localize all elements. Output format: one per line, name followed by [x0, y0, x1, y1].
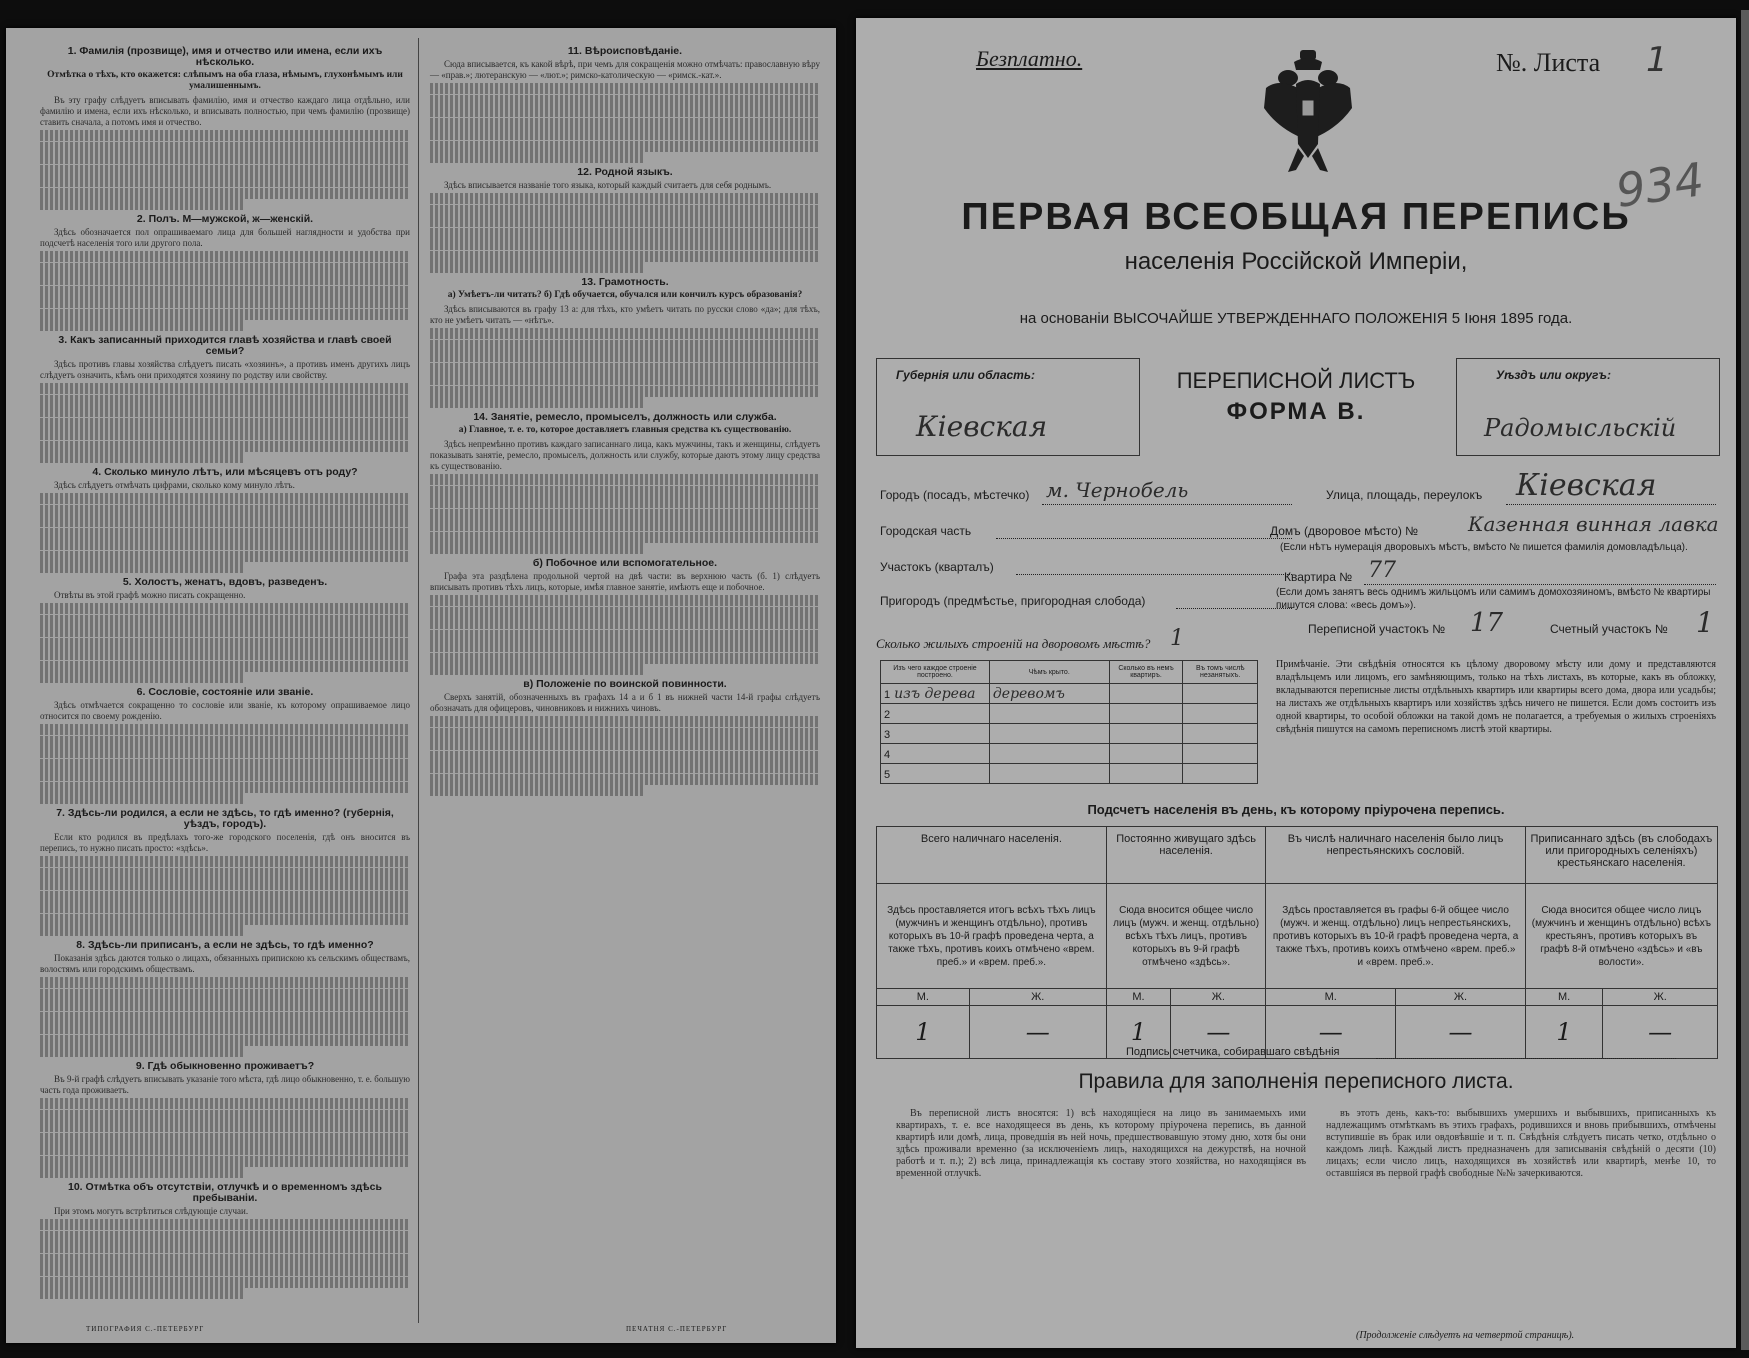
section-heading: 12. Родной языкъ. [577, 166, 673, 178]
section-text: Здѣсь отмѣчается сокращенно то сословіе или званіе, къ которому опрашиваемое лицо относится по своему рожденію. [40, 700, 410, 721]
apartment-label: Квартира № [1284, 570, 1353, 584]
male-label: М. [1525, 989, 1603, 1006]
text-line [40, 914, 410, 925]
text-line [40, 297, 410, 308]
text-line [40, 902, 410, 913]
census-area-value: 17 [1470, 608, 1504, 638]
section-text: Сверхъ занятій, обозначенныхъ въ графахъ 14 а и б 1 въ нижней части 14-й графы слѣдуетъ обозначать для офицеровъ, чиновниковъ и нижнихъ чиновъ. [430, 692, 820, 713]
signature-rule [1376, 1058, 1676, 1059]
text-line [40, 176, 410, 187]
female-label: Ж. [1171, 989, 1266, 1006]
building-apartments-cell [1109, 684, 1183, 704]
text-line [430, 774, 820, 785]
text-line [430, 630, 820, 641]
buildings-header-apartments: Сколько въ немъ квартиръ. [1109, 661, 1183, 684]
count-desc-non-peasant: Здѣсь проставляется въ графы 6-й общее число (мужч. и женщ. отдѣльно) лицъ непрестьянскихъ, противъ которыхъ въ 10-й графѣ проведена черта, а также тѣхъ, противъ коихъ отмѣчено «врем. преб.» и «врем. преб.». [1266, 884, 1525, 989]
city-part-rule [996, 538, 1292, 539]
text-line [40, 1000, 410, 1011]
building-vacant-cell [1183, 704, 1258, 724]
buildings-label: Сколько жилыхъ строеній на дворовомъ мѣстѣ? [876, 636, 1151, 651]
section-text: Здѣсь непремѣнно противъ каждаго записаннаго лица, какъ мужчины, такъ и женщины, слѣдуетъ показывать занятіе, ремесло, промыселъ, должность или службу, которые даютъ этому лицу средства къ существованію. [430, 439, 820, 471]
text-line [40, 516, 410, 527]
city-label: Городъ (посадъ, мѣстечко) [880, 488, 1030, 502]
text-line [430, 653, 820, 664]
text-line [430, 762, 820, 773]
text-line [40, 274, 410, 285]
count-area-value: 1 [1696, 606, 1714, 639]
section-text: Отвѣты въ этой графѣ можно писать сокращенно. [54, 590, 246, 600]
text-line [430, 739, 820, 750]
building-apartments-cell [1109, 704, 1183, 724]
section-heading: 3. Какъ записанный приходится главѣ хозяйства и главѣ своей семьи? [58, 334, 392, 357]
instructions-page [6, 28, 836, 1343]
text-line [40, 539, 410, 550]
building-vacant-cell [1183, 724, 1258, 744]
province-value: Кіевская [916, 410, 1048, 443]
text-line [40, 879, 410, 890]
section-text: Здѣсь вписываются въ графу 13 а: для тѣхъ, кто умѣетъ читать по русски слово «да»; для тѣхъ, кто не умѣетъ читать — «нѣтъ». [430, 304, 820, 325]
section-heading: 13. Грамотность. [581, 276, 669, 288]
rules-continuation-note: (Продолженіе слѣдуетъ на четвертой страницѣ). [1356, 1330, 1575, 1341]
section-subheading: а) Главное, т. е. то, которое доставляетъ главныя средства къ существованію. [458, 425, 792, 435]
text-line [40, 925, 244, 936]
text-line [40, 551, 410, 562]
text-line [40, 142, 410, 153]
male-label: М. [1106, 989, 1170, 1006]
section-heading: 8. Здѣсь-ли приписанъ, а если не здѣсь, то гдѣ именно? [76, 939, 374, 951]
text-line [430, 95, 820, 106]
text-line [40, 1156, 410, 1167]
count-value: 1 [1106, 1006, 1170, 1059]
quarter-label: Участокъ (кварталъ) [880, 560, 994, 574]
text-line [40, 1231, 410, 1242]
section-heading: 7. Здѣсь-ли родился, а если не здѣсь, то гдѣ именно? (губернія, уѣздъ, городъ). [56, 807, 394, 830]
building-vacant-cell [1183, 764, 1258, 784]
text-line [40, 309, 410, 320]
text-line [40, 770, 410, 781]
section-heading: 5. Холостъ, женатъ, вдовъ, разведенъ. [122, 576, 328, 588]
city-value: м. Чернобель [1046, 478, 1189, 502]
section-text: Если кто родился въ предѣлахъ того-же городского поселенія, гдѣ онъ вносится въ перепись, то нужно писать просто: «здѣсь». [40, 832, 410, 853]
count-desc-permanent: Сюда вносится общее число лицъ (мужч. и женщ. отдѣльно) всѣхъ тѣхъ лицъ, противъ которыхъ въ 9-й графѣ отмѣчено «здѣсь». [1106, 884, 1266, 989]
building-roof-value: деревомъ [992, 685, 1065, 702]
text-line [40, 1133, 410, 1144]
text-line [40, 759, 410, 770]
text-line [430, 251, 820, 262]
buildings-header-material: Изъ чего каждое строеніе построено. [881, 661, 990, 684]
apartment-rule [1364, 584, 1716, 585]
apartment-note: (Если домъ занятъ весь однимъ жильцомъ или самимъ домохозяиномъ, вмѣсто № квартиры пишутся слова: «весь домъ»). [1276, 587, 1711, 611]
text-line [40, 1265, 410, 1276]
enumerator-signature-label: Подпись счетчика, собиравшаго свѣдѣнія [1126, 1046, 1340, 1058]
street-rule [1506, 504, 1716, 505]
section-subheading: а) Умѣетъ-ли читать? б) Гдѣ обучается, обучался или кончилъ курсъ образованія? [447, 290, 803, 300]
section-heading: 10. Отмѣтка объ отсутствіи, отлучкѣ и о временномъ здѣсь пребываніи. [68, 1181, 382, 1204]
text-line [40, 263, 410, 274]
text-line [40, 649, 410, 660]
text-line [430, 239, 820, 250]
text-line [40, 1023, 410, 1034]
text-line [430, 595, 820, 606]
house-value: Казенная винная лавка [1468, 512, 1719, 536]
rules-title: Правила для заполненія переписного листа. [1078, 1070, 1514, 1093]
building-roof-cell [989, 744, 1109, 764]
text-line [40, 395, 410, 406]
buildings-note: Примѣчаніе. Эти свѣдѣнія относятся къ цѣлому дворовому мѣсту или дому и представляются владѣльцемъ или лицомъ, его замѣняющимъ, только на тѣхъ листахъ, въ которые, какъ въ обложку, вкладываются переписные листы отдѣльныхъ квартиръ или квартиры всего дома, двора или усадьбы; на листахъ же отдѣльныхъ квартиръ или хозяйствъ здѣсь ничего не пишется. Если домъ состоитъ изъ одной квартиры, то особой обложки на такой домъ не полагается, а требуемыя о жилыхъ строеніяхъ свѣдѣнія пишутся на самомъ переписномъ листѣ этой квартиры. [1276, 659, 1716, 735]
house-label: Домъ (дворовое мѣсто) № [1270, 524, 1419, 538]
census-form-page [856, 18, 1736, 1348]
text-line [430, 664, 645, 675]
buildings-table-body [881, 684, 1258, 784]
text-line [430, 216, 820, 227]
text-line [40, 736, 410, 747]
text-line [430, 351, 820, 362]
text-line [430, 363, 820, 374]
count-value: 1 [1525, 1006, 1603, 1059]
sheet-title: ПЕРЕПИСНОЙ ЛИСТЪ [1176, 368, 1416, 393]
population-count-table [876, 826, 1718, 1059]
section-text: Здѣсь обозначается пол опрашиваемаго лица для большей наглядности и удобства при подсчетѣ населенія того или другого пола. [40, 227, 410, 248]
legal-basis: на основаніи ВЫСОЧАЙШЕ УТВЕРЖДЕННАГО ПОЛОЖЕНІЯ 5 Іюня 1895 года. [1019, 310, 1573, 327]
count-value: — [1171, 1006, 1266, 1059]
text-line [430, 152, 645, 163]
section-text: Показанія здѣсь даются только о лицахъ, обязанныхъ припискою къ сельскимъ обществамъ, волостямъ или городскимъ обществамъ. [40, 953, 410, 974]
building-row-number: 3 [884, 728, 891, 741]
text-line [430, 386, 820, 397]
building-roof-cell [989, 724, 1109, 744]
text-line [40, 1288, 244, 1299]
form-subtitle: населенія Россійской Имперіи, [1124, 248, 1468, 275]
text-line [430, 497, 820, 508]
census-area-label: Переписной участокъ № [1308, 622, 1446, 636]
building-apartments-cell [1109, 744, 1183, 764]
city-part-label: Городская часть [880, 524, 972, 538]
text-line [40, 1242, 410, 1253]
text-line [40, 793, 244, 804]
column-divider [418, 38, 419, 1323]
text-line [430, 129, 820, 140]
text-line [40, 286, 410, 297]
female-label: Ж. [1396, 989, 1526, 1006]
text-line [430, 262, 645, 273]
rules-text-left: Въ переписной листъ вносятся: 1) всѣ находящіеся на лицо въ занимаемыхъ ими квартирахъ, т. е. все находящееся въ день, къ которому пріурочена перепись, въ данной квартирѣ или домѣ, лица, проведшія въ ней ночь, предшествовавшую этому дню, хотя бы они здѣсь проживали временно (за исключеніемъ лицъ, находящихся на дежурствѣ, на ночной работѣ и т. п.); 2) всѣ лица, принадлежащія къ составу этого хозяйства, но находящіяся въ временной отлучкѣ. [896, 1108, 1306, 1179]
section-text: Здѣсь слѣдуетъ отмѣчать цифрами, сколько кому минуло лѣтъ. [54, 480, 295, 490]
text-line [40, 856, 410, 867]
rules-column-right [1326, 1108, 1716, 1182]
text-line [40, 603, 410, 614]
text-line [40, 1167, 244, 1178]
buildings-row [881, 724, 1258, 744]
buildings-row [881, 764, 1258, 784]
province-label: Губернія или область: [896, 368, 1035, 382]
count-header-total: Всего наличнаго населенія. [877, 827, 1107, 884]
count-desc-total: Здѣсь проставляется итогъ всѣхъ тѣхъ лицъ (мужчинъ и женщинъ отдѣльно), противъ которыхъ въ 10-й графѣ проведена черта, а также тѣхъ, противъ коихъ отмѣчено «врем. преб.» и «врем. преб.». [877, 884, 1107, 989]
apartment-value: 77 [1368, 558, 1396, 583]
street-value: Кіевская [1516, 468, 1657, 503]
city-rule [1042, 504, 1292, 505]
text-line [40, 199, 244, 210]
building-material-cell [881, 704, 990, 724]
text-line [40, 418, 410, 429]
sex-header-row [877, 989, 1718, 1006]
building-material-value: изъ дерева [894, 685, 976, 702]
text-line [430, 509, 820, 520]
text-line [430, 641, 820, 652]
building-material-cell [881, 764, 990, 784]
text-line [40, 452, 244, 463]
text-line [430, 141, 820, 152]
building-material-cell [881, 724, 990, 744]
sheet-number-value: 1 [1646, 40, 1668, 80]
text-line [430, 486, 820, 497]
instructions-column-left [40, 42, 410, 1300]
building-apartments-cell [1109, 724, 1183, 744]
text-line [430, 118, 820, 129]
count-header-non-peasant: Въ числѣ наличнаго населенія было лицъ непрестьянскихъ сословій. [1266, 827, 1525, 884]
text-line [40, 1219, 410, 1230]
text-line [40, 1098, 410, 1109]
text-line [40, 1121, 410, 1132]
section-heading: 9. Гдѣ обыкновенно проживаетъ? [135, 1060, 315, 1072]
suburb-label: Пригородъ (предмѣстье, пригородная слобода) [880, 594, 1146, 608]
free-label: Безплатно. [976, 46, 1083, 71]
building-row-number: 5 [884, 768, 891, 781]
text-line [40, 251, 410, 262]
district-label: Уѣздъ или округъ: [1496, 368, 1611, 382]
text-line [430, 328, 820, 339]
text-line [40, 891, 410, 902]
sheet-number-label: №. Листа [1496, 48, 1601, 77]
count-header-peasant: Приписаннаго здѣсь (въ слободахъ или пригородныхъ селеніяхъ) крестьянскаго населенія. [1525, 827, 1717, 884]
building-material-cell [881, 684, 990, 704]
male-label: М. [877, 989, 970, 1006]
text-line [40, 130, 410, 141]
text-line [430, 193, 820, 204]
rules-column-left [896, 1108, 1306, 1182]
text-line [40, 1012, 410, 1023]
text-line [40, 383, 410, 394]
count-desc-peasant: Сюда вносится общее число лицъ (мужчинъ и женщинъ отдѣльно) всѣхъ крестьянъ, противъ которыхъ въ графѣ 8-й отмѣчено «здѣсь» и «въ волости». [1525, 884, 1717, 989]
building-vacant-cell [1183, 684, 1258, 704]
text-line [40, 429, 410, 440]
text-line [430, 374, 820, 385]
section-heading: 14. Занятіе, ремесло, промыселъ, должность или служба. [473, 411, 777, 423]
female-label: Ж. [1603, 989, 1718, 1006]
text-line [430, 228, 820, 239]
building-row-number: 1 [884, 688, 891, 701]
text-line [430, 543, 645, 554]
count-value: — [969, 1006, 1106, 1059]
text-line [430, 205, 820, 216]
count-value: — [1266, 1006, 1396, 1059]
building-roof-cell [989, 684, 1109, 704]
female-label: Ж. [969, 989, 1106, 1006]
section-text: Въ 9-й графѣ слѣдуетъ вписывать указаніе того мѣста, гдѣ лицо обыкновенно, т. е. большую часть года проживаетъ. [40, 1074, 410, 1095]
text-line [430, 397, 645, 408]
house-note: (Если нѣтъ нумерація дворовыхъ мѣстъ, вмѣсто № пишется фамилія домовладѣльца). [1280, 542, 1688, 553]
district-value: Радомысльскій [1484, 414, 1677, 442]
text-line [40, 1254, 410, 1265]
text-line [40, 1144, 410, 1155]
count-value: — [1396, 1006, 1526, 1059]
rules-text-right: въ этотъ день, какъ-то: выбывшихъ умершихъ и выбывшихъ, приписанныхъ къ надлежащимъ отмѣткамъ въ этихъ графахъ, родившихся и вновь прибывшихъ, отмѣчены вступившіе въ брак или овдовѣвшіе и т. п. Свѣдѣнія слѣдуетъ писать четко, отдѣльно о каждомъ лицѣ. Каждый листъ предназначенъ для записыванія свѣдѣній о десяти (10) лицахъ; если число лицъ, находящихся въ хозяйствѣ или квартирѣ, менѣе 10, то оставшіяся въ первой графѣ свободные №№ зачеркиваются. [1326, 1108, 1716, 1179]
section-text: Здѣсь противъ главы хозяйства слѣдуетъ писать «хозяинъ», а противъ именъ другихъ лицъ слѣдуетъ означить, кѣмъ они приходятся хозяину по родству или свойству. [40, 359, 410, 380]
suburb-rule [1176, 608, 1292, 609]
text-line [40, 1035, 410, 1046]
section-text: Здѣсь вписывается названіе того языка, который каждый считаетъ для себя роднымъ. [444, 180, 772, 190]
building-apartments-cell [1109, 764, 1183, 784]
buildings-table [880, 660, 1258, 784]
text-line [430, 340, 820, 351]
section-heading: 2. Полъ. М—мужской, ж—женскій. [136, 213, 314, 225]
text-line [40, 661, 410, 672]
form-letter: ФОРМА В. [1226, 398, 1366, 425]
building-material-cell [881, 744, 990, 764]
section-text: При этомъ могутъ встрѣтиться слѣдующіе случаи. [54, 1206, 249, 1216]
text-line [430, 474, 820, 485]
text-line [40, 638, 410, 649]
section-text: Графа эта раздѣлена продольной чертой на двѣ части: въ верхнюю часть (б. 1) слѣдуетъ вписывать противъ тѣхъ лицъ, которые, имѣя главное занятіе, имѣютъ еще и побочное. [430, 571, 820, 592]
text-line [40, 977, 410, 988]
text-line [40, 562, 244, 573]
quarter-rule [1016, 574, 1292, 575]
count-value: — [1603, 1006, 1718, 1059]
text-line [40, 868, 410, 879]
building-row-number: 2 [884, 708, 891, 721]
text-line [430, 106, 820, 117]
text-line [40, 615, 410, 626]
building-roof-cell [989, 704, 1109, 724]
text-line [40, 989, 410, 1000]
text-line [40, 406, 410, 417]
text-line [40, 188, 410, 199]
section-heading: 11. Вѣроисповѣданіе. [567, 45, 683, 57]
section-heading: б) Побочное или вспомогательное. [532, 557, 718, 569]
male-label: М. [1266, 989, 1396, 1006]
text-line [40, 1277, 410, 1288]
buildings-row [881, 744, 1258, 764]
count-value: 1 [877, 1006, 970, 1059]
text-line [40, 1110, 410, 1121]
text-line [40, 165, 410, 176]
archive-number-stamp: 934 [1612, 152, 1708, 218]
text-line [40, 153, 410, 164]
text-line [40, 493, 410, 504]
text-line [40, 626, 410, 637]
buildings-row [881, 704, 1258, 724]
page-edge [1741, 10, 1749, 1350]
text-line [40, 320, 244, 331]
section-text: Сюда вписывается, къ какой вѣрѣ, при чемъ для сокращенія можно отмѣчать: православную вѣру — «прав.»; лютеранскую — «лют.»; римско-католическую — «римск.-кат.». [430, 59, 820, 80]
form-title: ПЕРВАЯ ВСЕОБЩАЯ ПЕРЕПИСЬ [961, 196, 1631, 238]
section-subheading: Отмѣтка о тѣхъ, кто окажется: слѣпымъ на оба глаза, нѣмымъ, глухонѣмымъ или умалишеннымъ. [47, 70, 403, 91]
text-line [430, 716, 820, 727]
printer-footer-left: ТИПОГРАФИЯ С.-ПЕТЕРБУРГ [86, 1325, 205, 1333]
text-line [40, 1046, 244, 1057]
count-header-permanent: Постоянно живущаго здѣсь населенія. [1106, 827, 1266, 884]
section-heading: 6. Сословіе, состояніе или званіе. [136, 686, 314, 698]
population-count-title: Подсчетъ населенія въ день, къ которому пріурочена перепись. [1087, 802, 1505, 817]
text-line [40, 672, 244, 683]
text-line [430, 83, 820, 94]
text-line [430, 607, 820, 618]
text-line [40, 724, 410, 735]
building-roof-cell [989, 764, 1109, 784]
section-heading: 4. Сколько минуло лѣтъ, или мѣсяцевъ отъ роду? [92, 466, 358, 478]
section-text: Въ эту графу слѣдуетъ вписывать фамилію, имя и отчество каждаго лица отдѣльно, или фамилію и имена, если ихъ нѣсколько, и вписывать полностью, при чемъ фамилію (прозвище) ставить сначала, а потомъ имя и отчество. [40, 95, 410, 127]
text-line [430, 785, 645, 796]
text-line [430, 618, 820, 629]
text-line [430, 520, 820, 531]
text-line [40, 747, 410, 758]
buildings-row [881, 684, 1258, 704]
printer-footer-right: ПЕЧАТНЯ С.-ПЕТЕРБУРГ [626, 1325, 728, 1333]
section-heading: в) Положеніе по воинской повинности. [523, 678, 727, 690]
text-line [40, 505, 410, 516]
buildings-header-roof: Чѣмъ крыто. [989, 661, 1109, 684]
imperial-eagle-emblem-icon [1258, 48, 1358, 178]
buildings-header-vacant: Въ томъ числѣ незанятыхъ. [1183, 661, 1258, 684]
instructions-column-right [430, 42, 820, 797]
building-vacant-cell [1183, 744, 1258, 764]
text-line [430, 728, 820, 739]
buildings-value: 1 [1170, 626, 1184, 651]
text-line [430, 532, 820, 543]
text-line [40, 528, 410, 539]
text-line [40, 441, 410, 452]
text-line [430, 751, 820, 762]
section-heading: 1. Фамилія (прозвище), имя и отчество или имена, если ихъ нѣсколько. [67, 45, 383, 68]
street-label: Улица, площадь, переулокъ [1326, 488, 1483, 502]
count-area-label: Счетный участокъ № [1550, 622, 1668, 636]
building-row-number: 4 [884, 748, 891, 761]
text-line [40, 782, 410, 793]
